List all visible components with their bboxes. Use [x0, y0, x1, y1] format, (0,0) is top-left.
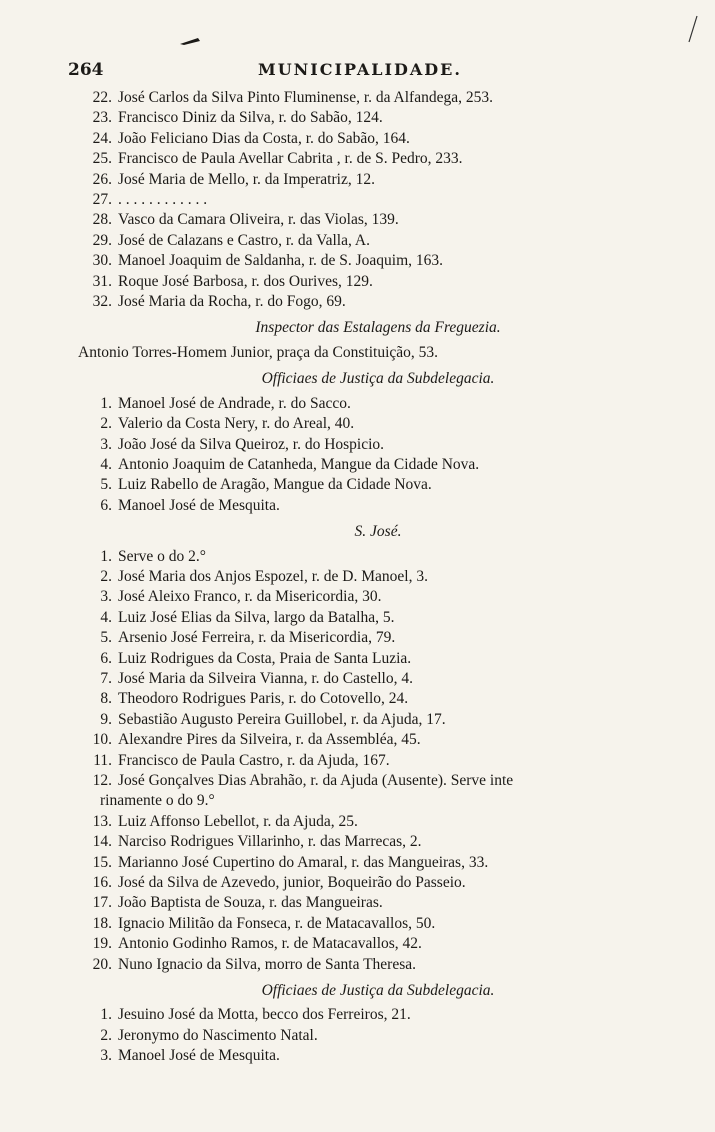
item-number: 7.: [100, 669, 112, 687]
item-number: 10.: [92, 731, 112, 749]
item-number: 2.: [100, 567, 112, 585]
item-number: 25.: [92, 150, 112, 168]
item-number: 28.: [92, 211, 112, 229]
item-number: 24.: [92, 129, 112, 147]
list-item: [78, 1046, 678, 1066]
item-text: Manoel José de Mesquita.: [118, 1047, 280, 1065]
list-item: [78, 853, 678, 873]
list-item: [78, 873, 678, 893]
list-item: [78, 455, 678, 475]
list-item: [78, 1005, 678, 1025]
list-item: [78, 394, 678, 414]
item-number: 9.: [100, 710, 112, 728]
item-text: Manoel José de Mesquita.: [118, 496, 280, 514]
list-item: [78, 914, 678, 934]
item-number: 15.: [92, 853, 112, 871]
item-text: José Maria da Rocha, r. do Fogo, 69.: [118, 293, 346, 311]
item-text: Valerio da Costa Nery, r. do Areal, 40.: [118, 415, 355, 433]
item-text: Luiz Rodrigues da Costa, Praia de Santa Luzia.: [118, 649, 412, 667]
officiaes1-heading: Officiaes de Justiça da Subdelegacia.: [261, 370, 495, 388]
item-number: 1.: [100, 547, 112, 565]
item-text: Sebastião Augusto Pereira Guillobel, r. da Ajuda, 17.: [118, 710, 446, 728]
list-item: [78, 435, 678, 455]
item-text: Francisco de Paula Castro, r. da Ajuda, 167.: [118, 751, 390, 769]
list-item: [78, 669, 678, 689]
list-item-continuation: [78, 791, 678, 811]
list-item: [78, 649, 678, 669]
item-text: João Baptista de Souza, r. das Mangueiras.: [118, 894, 383, 912]
list-item: [78, 475, 678, 495]
item-text: José Maria de Mello, r. da Imperatriz, 12.: [118, 170, 375, 188]
item-text: Francisco Diniz da Silva, r. do Sabão, 124.: [118, 109, 383, 127]
list-item: [78, 771, 678, 791]
item-text: Antonio Joaquim de Catanheda, Mangue da Cidade Nova.: [118, 455, 480, 473]
list-item: [78, 292, 678, 312]
item-text: Roque José Barbosa, r. dos Ourives, 129.: [118, 272, 373, 290]
item-text: João Feliciano Dias da Costa, r. do Sabão, 164.: [118, 129, 410, 147]
list-item: [78, 210, 678, 230]
item-number: 18.: [92, 914, 112, 932]
list-item: [78, 88, 678, 108]
item-text: Luiz José Elias da Silva, largo da Batalha, 5.: [118, 608, 395, 626]
item-number: 30.: [92, 252, 112, 270]
item-number: 3.: [100, 1047, 112, 1065]
list-item: [78, 547, 678, 567]
list-item: [78, 934, 678, 954]
officiaes2-list: [78, 1005, 678, 1066]
sjose-heading: S. José.: [354, 523, 402, 541]
item-text: Nuno Ignacio da Silva, morro de Santa Theresa.: [118, 955, 417, 973]
item-text: Serve o do 2.°: [118, 547, 206, 565]
item-text: Jeronymo do Nascimento Natal.: [118, 1026, 318, 1044]
item-number: 31.: [92, 272, 112, 290]
item-text: Ignacio Militão da Fonseca, r. de Matacavallos, 50.: [118, 914, 436, 932]
list-item: [78, 149, 678, 169]
item-number: 1.: [100, 394, 112, 412]
list-item: [78, 567, 678, 587]
item-text: Manoel Joaquim de Saldanha, r. de S. Joaquim, 163.: [118, 252, 444, 270]
item-number: 20.: [92, 955, 112, 973]
item-number: 29.: [92, 231, 112, 249]
list-item: [78, 893, 678, 913]
item-number: 26.: [92, 170, 112, 188]
item-number: 17.: [92, 894, 112, 912]
item-number: 2.: [100, 1026, 112, 1044]
item-number: 3.: [100, 588, 112, 606]
item-number: 1.: [100, 1006, 112, 1024]
list-item: [78, 689, 678, 709]
list-item: [78, 129, 678, 149]
item-text: Jesuino José da Motta, becco dos Ferreiros, 21.: [118, 1006, 411, 1024]
item-text: Narciso Rodrigues Villarinho, r. das Marrecas, 2.: [118, 833, 422, 851]
item-text: Francisco de Paula Avellar Cabrita , r. de S. Pedro, 233.: [118, 150, 463, 168]
item-number: 14.: [92, 833, 112, 851]
item-number: 3.: [100, 435, 112, 453]
section1-list: [78, 88, 678, 312]
list-item: [78, 812, 678, 832]
list-item: [78, 832, 678, 852]
item-number: 32.: [92, 293, 112, 311]
item-number: 5.: [100, 629, 112, 647]
item-text: José Maria dos Anjos Espozel, r. de D. Manoel, 3.: [118, 567, 428, 585]
item-text: Alexandre Pires da Silveira, r. da Assembléa, 45.: [118, 731, 421, 749]
list-item: [78, 108, 678, 128]
inspector-entry: Antonio Torres-Homem Junior, praça da Constituição, 53.: [78, 343, 439, 361]
sjose-list: [78, 547, 678, 976]
running-title: MUNICIPALIDADE.: [258, 60, 462, 79]
pencil-stroke-icon: [685, 14, 701, 44]
item-text: José Carlos da Silva Pinto Fluminense, r. da Alfandega, 253.: [118, 89, 493, 106]
item-text: José Gonçalves Dias Abrahão, r. da Ajuda (Ausente). Serve inte: [118, 772, 514, 789]
item-number: 23.: [92, 109, 112, 127]
item-text: . . . . . . . . . . . .: [118, 191, 208, 209]
list-item: [78, 414, 678, 434]
page-header: [68, 60, 668, 86]
officiaes1-list: [78, 394, 678, 516]
officiaes2-heading: Officiaes de Justiça da Subdelegacia.: [261, 982, 495, 1000]
list-item: [78, 231, 678, 251]
item-text: Luiz Affonso Lebellot, r. da Ajuda, 25.: [118, 812, 358, 830]
ink-mark-icon: [178, 36, 202, 46]
item-number: 2.: [100, 415, 112, 433]
item-number: 6.: [100, 496, 112, 514]
item-text: rinamente o do 9.°: [100, 792, 215, 810]
item-text: José da Silva de Azevedo, junior, Boqueirão do Passeio.: [118, 874, 466, 892]
item-text: José Aleixo Franco, r. da Misericordia, 30.: [118, 588, 382, 606]
item-number: 19.: [92, 935, 112, 953]
list-item: [78, 496, 678, 516]
item-text: Antonio Godinho Ramos, r. de Matacavallos, 42.: [118, 935, 422, 953]
list-item: [78, 190, 678, 210]
list-item: [78, 608, 678, 628]
item-number: 12.: [92, 772, 112, 789]
item-number: 4.: [100, 608, 112, 626]
item-text: Marianno José Cupertino do Amaral, r. das Mangueiras, 33.: [118, 853, 489, 871]
item-number: 8.: [100, 690, 112, 708]
item-number: 4.: [100, 455, 112, 473]
item-text: Manoel José de Andrade, r. do Sacco.: [118, 394, 351, 412]
item-text: José Maria da Silveira Vianna, r. do Castello, 4.: [118, 669, 413, 687]
list-item: [78, 251, 678, 271]
list-item: [78, 710, 678, 730]
list-item: [78, 751, 678, 771]
item-number: 11.: [93, 751, 112, 769]
inspector-heading: Inspector das Estalagens da Freguezia.: [255, 319, 501, 337]
item-number: 22.: [92, 89, 112, 106]
list-item: [78, 170, 678, 190]
item-number: 16.: [92, 874, 112, 892]
list-item: [78, 955, 678, 975]
page-content: [78, 88, 678, 1067]
item-text: José de Calazans e Castro, r. da Valla, A.: [118, 231, 370, 249]
list-item: [78, 628, 678, 648]
list-item: [78, 730, 678, 750]
list-item: [78, 587, 678, 607]
list-item: [78, 272, 678, 292]
page-number: 264: [68, 60, 104, 80]
item-text: Arsenio José Ferreira, r. da Misericordia, 79.: [118, 629, 396, 647]
item-number: 13.: [92, 812, 112, 830]
item-number: 6.: [100, 649, 112, 667]
list-item: [78, 1026, 678, 1046]
item-text: João José da Silva Queiroz, r. do Hospicio.: [118, 435, 385, 453]
item-number: 5.: [100, 476, 112, 494]
item-text: Luiz Rabello de Aragão, Mangue da Cidade Nova.: [118, 476, 432, 494]
item-text: Vasco da Camara Oliveira, r. das Violas, 139.: [118, 211, 399, 229]
item-text: Theodoro Rodrigues Paris, r. do Cotovello, 24.: [118, 690, 409, 708]
item-number: 27.: [92, 191, 112, 209]
